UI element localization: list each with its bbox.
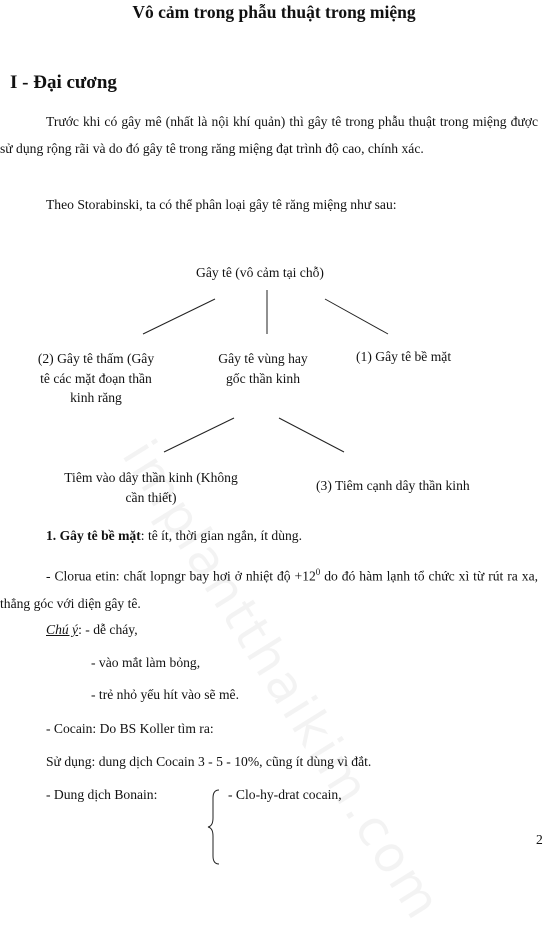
- connector-middle-left: [164, 418, 234, 452]
- connector-middle-right: [279, 418, 344, 452]
- page-number: 2: [536, 832, 543, 847]
- diagram-node-surface: (1) Gây tê bề mặt: [356, 349, 452, 364]
- cloroethyl-paragraph: - Clorua etin: chất lopngr bay hơi ở nhiệt độ $+12^0$ do đó hàm lạnh tổ chức xì từ rút ra xa, thẳng góc với diện gây tê.: [0, 567, 538, 611]
- intro-paragraph: Trước khi có gây mê (nhất là nội khí quản) thì gây tê trong phẫu thuật trong miệng được sử dụng rộng rãi và do đó gây tê trong răng miệng đạt trình độ cao, chính xác.: [0, 114, 538, 156]
- cocaine-line: - Cocain: Do BS Koller tìm ra:: [46, 721, 214, 736]
- section-heading: I - Đại cương: [10, 72, 117, 93]
- curly-brace: [205, 788, 225, 866]
- bonain-item: - Clo-hy-drat cocain,: [228, 787, 342, 802]
- usage-line: Sử dụng: dung dịch Cocain 3 - 5 - 10%, cũng ít dùng vì đắt.: [46, 754, 372, 769]
- item1-heading: 1. Gây tê bề mặt: [46, 528, 141, 543]
- note-line-3: - trẻ nhỏ yếu hít vào sẽ mê.: [91, 687, 239, 702]
- diagram-node-regional: Gây tê vùng hay gốc thần kinh: [218, 351, 308, 386]
- item1-line: [46, 528, 302, 544]
- bonain-label: - Dung dịch Bonain:: [46, 787, 158, 802]
- diagram-root-node: Gây tê (vô cảm tại chỗ): [196, 265, 324, 280]
- connector-root-left: [143, 299, 215, 334]
- document-title: Vô cảm trong phẫu thuật trong miệng: [132, 2, 416, 22]
- diagram-node-intraneural: Tiêm vào dây thần kinh (Không cần thiết): [64, 470, 238, 505]
- item1-text: : tê ít, thời gian ngắn, ít dùng.: [140, 528, 302, 543]
- note-line-2: - vào mắt làm bỏng,: [91, 655, 201, 670]
- classification-line: Theo Storabinski, ta có thể phân loại gây tê răng miệng như sau:: [46, 197, 397, 212]
- connector-root-right: [325, 299, 388, 334]
- diagram-node-perineural: (3) Tiêm cạnh dây thần kinh: [316, 478, 470, 493]
- note-label: Chú ý: [46, 622, 79, 637]
- degree-superscript: 0: [315, 567, 321, 577]
- note-line-1: Chú ý: - dễ cháy,: [46, 622, 138, 637]
- diagram-node-infiltration: (2) Gây tê thấm (Gây tê các mặt đoạn thần kinh răng: [37, 351, 155, 405]
